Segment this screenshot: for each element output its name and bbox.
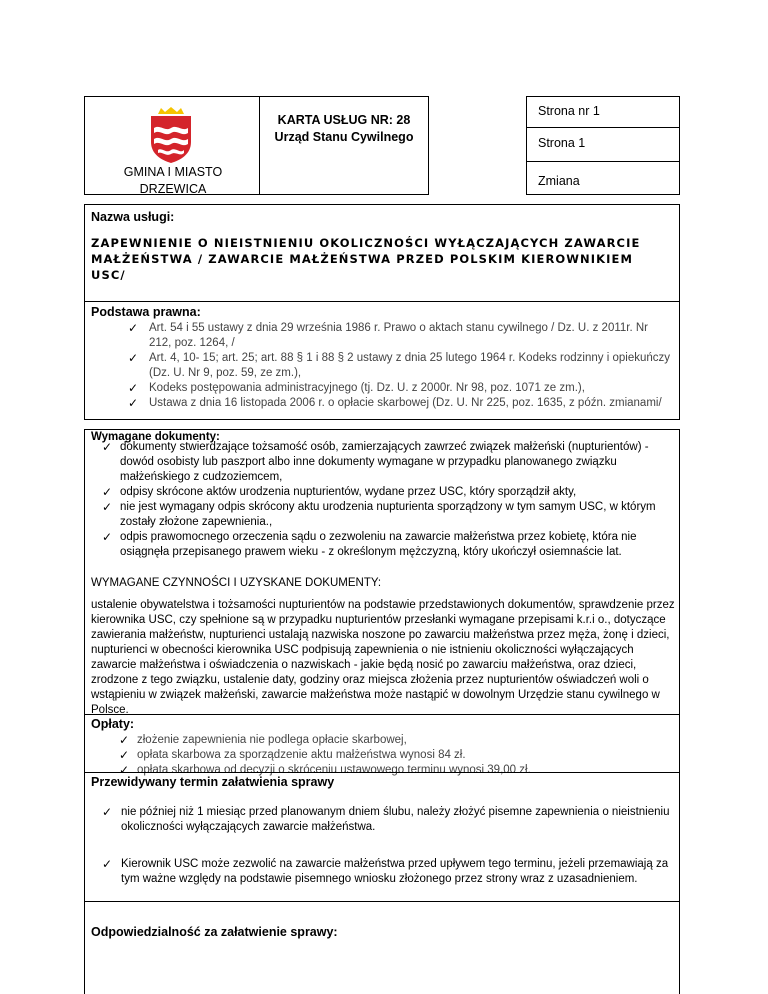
checkmark-icon: ✓ [102, 857, 113, 871]
responsibility-section [84, 901, 680, 994]
legal-list [128, 321, 671, 411]
card-title: KARTA USŁUG NR: 28 [277, 113, 411, 127]
documents-heading: Wymagane dokumenty: [91, 431, 220, 443]
checkmark-icon: ✓ [128, 396, 139, 410]
checkmark-icon: ✓ [119, 733, 130, 747]
checkmark-icon: ✓ [119, 763, 130, 777]
office-name: Urząd Stanu Cywilnego [274, 130, 414, 144]
legal-heading: Podstawa prawna: [91, 305, 201, 319]
fees-section [84, 714, 680, 777]
service-heading: Nazwa usługi: [91, 210, 175, 224]
checkmark-icon: ✓ [102, 500, 113, 514]
list-item: ✓ Kodeks postępowania administracyjnego (tj. Dz. U. z 2000r. Nr 98, poz. 1071 ze zm.), [128, 381, 585, 395]
documents-section [84, 429, 680, 715]
deadline-section [84, 772, 680, 902]
header-cell-page-label [526, 127, 680, 162]
change-label: Zmiana [538, 174, 580, 188]
list-item: ✓ Ustawa z dnia 16 listopada 2006 r. o opłacie skarbowej (Dz. U. Nr 225, poz. 1635, z późn. zmianami/ [128, 396, 662, 410]
municipality-name: GMINA I MIASTO DRZEWICA [123, 165, 223, 196]
header-cell-page-number [526, 96, 680, 128]
legal-section [84, 301, 680, 420]
list-item: ✓ nie jest wymagany odpis skrócony aktu urodzenia nupturienta sporządzony w tym samym USC, w którym zostały złożone zapewnienia., [102, 500, 656, 528]
service-section [84, 204, 680, 302]
page-label: Strona 1 [538, 136, 586, 150]
list-item: ✓ opłata skarbowa od decyzji o skróceniu ustawowego terminu wynosi 39,00 zł. [119, 763, 531, 777]
checkmark-icon: ✓ [119, 748, 130, 762]
list-item: ✓ odpisy skrócone aktów urodzenia nupturientów, wydane przez USC, który sporządził akty, [102, 485, 577, 499]
service-name: ZAPEWNIENIE O NIEISTNIENIU OKOLICZNOŚCI WYŁĄCZAJĄCYCH ZAWARCIE MAŁŻEŃSTWA / ZAWARCIE MAŁŻEŃSTWA PRZED POLSKIM KIEROWNIKIEM USC/ [91, 236, 641, 282]
checkmark-icon: ✓ [128, 321, 139, 335]
checkmark-icon: ✓ [102, 440, 113, 454]
checkmark-icon: ✓ [102, 530, 113, 544]
actions-text: ustalenie obywatelstwa i tożsamości nupturientów na podstawie przedstawionych dokumentów, sprawdzenie przez kierownika USC, czy spełnione są w przypadku nupturientów przesłanki wymagane przepisami k.r.i o., dotyczące zawierania małżeństw, nupturienci ustalają nazwiska noszone po zawarciu małżeństwa przez męża, żonę i dzieci, nupturienci w obecności kierownika USC podpisują zapewnienia o nie istnieniu okoliczności wyłączających zawarcie małżeństwa i oświadczenia o nazwiskach - jakie będą nosić po zawarciu małżeństwa, oraz dzieci, zrodzone z tego związku, ustalenie daty, godziny oraz miejsca złożenia przez nupturientów oświadczeń woli o wstąpieniu w związek małżeński, zawarcie małżeństwa może nastąpić w dowolnym Urzędzie stanu cywilnego w Polsce. [91, 599, 675, 716]
page-number: Strona nr 1 [538, 104, 600, 118]
deadline-list [102, 805, 671, 887]
fees-heading: Opłaty: [91, 717, 135, 731]
header-cell-municipality [84, 96, 260, 195]
list-item: ✓ Art. 4, 10- 15; art. 25; art. 88 § 1 i 88 § 2 ustawy z dnia 25 lutego 1964 r. Kodeks rodzinny i opiekuńczy (Dz. U. Nr 9, poz. 59, ze zm.), [128, 351, 671, 379]
list-item: ✓ złożenie zapewnienia nie podlega opłacie skarbowej, [119, 733, 407, 747]
list-item: ✓ nie później niż 1 miesiąc przed planowanym dniem ślubu, należy złożyć pisemne zapewnienia o nieistnieniu okoliczności wyłączających zawarcie małżeństwa. [102, 805, 670, 833]
checkmark-icon: ✓ [102, 805, 113, 819]
checkmark-icon: ✓ [128, 381, 139, 395]
actions-heading: WYMAGANE CZYNNOŚCI I UZYSKANE DOKUMENTY: [91, 577, 382, 589]
list-item: ✓ Kierownik USC może zezwolić na zawarcie małżeństwa przed upływem tego terminu, jeżeli przemawiają za tym ważne względy na podstawie pisemnego wniosku złożonego przez strony wraz z uzasadnieniem. [102, 857, 669, 885]
list-item: ✓ dokumenty stwierdzające tożsamość osób, zamierzających zawrzeć związek małżeński (nupturientów) - dowód osobisty lub paszport albo inne dokumenty wymagane w przypadku planowanego związku małżeńskiego z cudzoziemcem, [102, 440, 649, 483]
checkmark-icon: ✓ [128, 351, 139, 365]
coat-of-arms-icon [146, 104, 196, 164]
header-cell-title [259, 96, 429, 195]
responsibility-heading: Odpowiedzialność za załatwienie sprawy: [91, 925, 338, 939]
documents-list [102, 440, 675, 560]
deadline-heading: Przewidywany termin załatwienia sprawy [91, 775, 335, 789]
header-cell-change [526, 161, 680, 195]
checkmark-icon: ✓ [102, 485, 113, 499]
list-item: ✓ odpis prawomocnego orzeczenia sądu o zezwoleniu na zawarcie małżeństwa przez kobietę, która nie osiągnęła przepisanego prawem wieku - z określonym mężczyzną, który ukończył osiemnaście lat. [102, 530, 637, 558]
list-item: ✓ Art. 54 i 55 ustawy z dnia 29 września 1986 r. Prawo o aktach stanu cywilnego / Dz. U. z 2011r. Nr 212, poz. 1264, / [128, 321, 649, 349]
list-item: ✓ opłata skarbowa za sporządzenie aktu małżeństwa wynosi 84 zł. [119, 748, 466, 762]
